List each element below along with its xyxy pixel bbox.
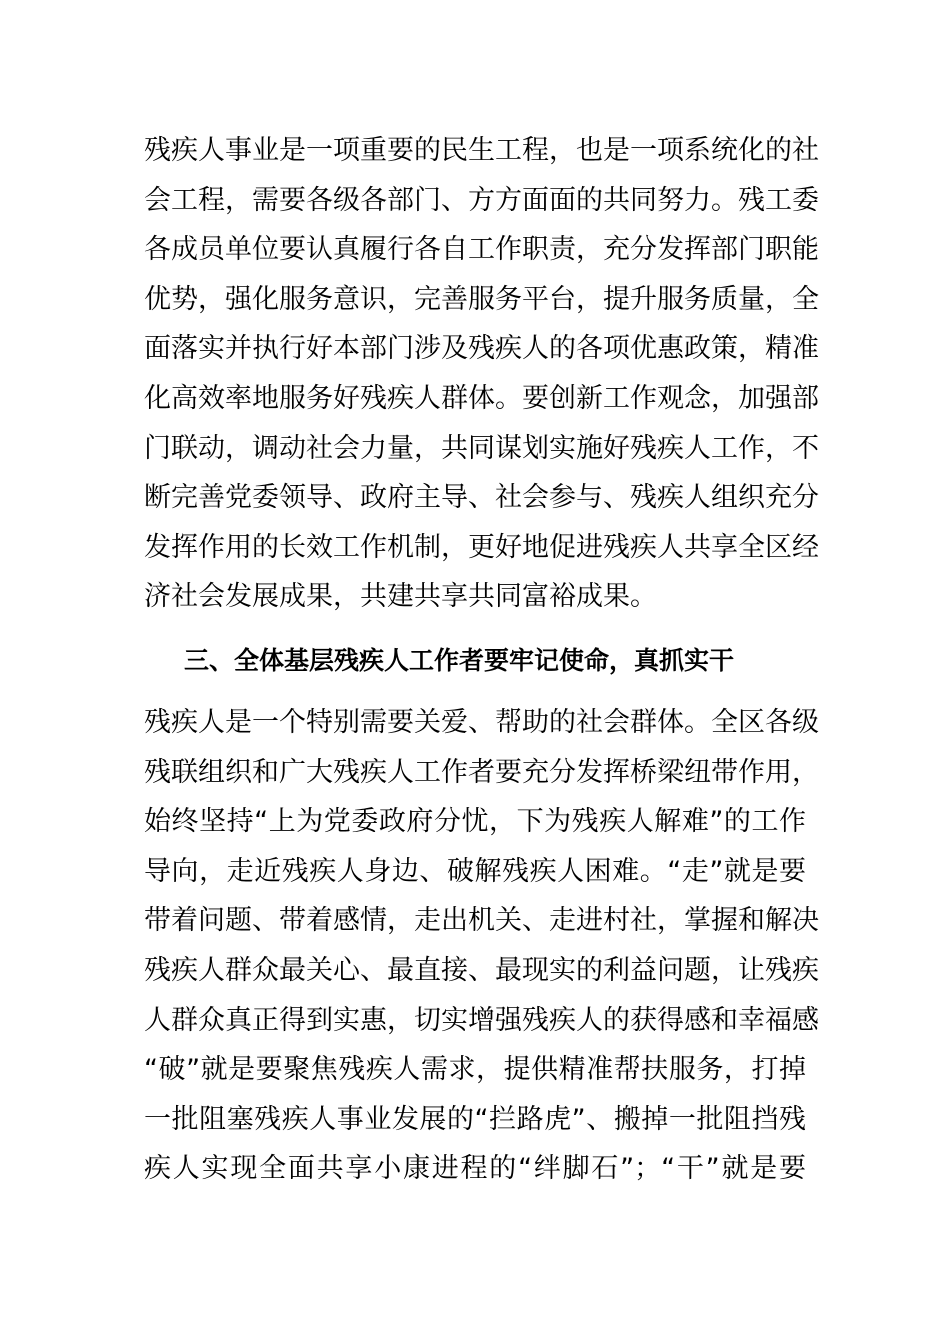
text-line: 残联组织和广大残疾人工作者要充分发挥桥梁纽带作用， [144,756,819,788]
text-line: 断完善党委领导、政府主导、社会参与、残疾人组织充分 [144,482,819,514]
text-line: 优势，强化服务意识，完善服务平台，提升服务质量，全 [144,283,819,315]
text-line: 残疾人是一个特别需要关爱、帮助的社会群体。全区各级 [144,707,819,738]
text-line: 始终坚持“上为党委政府分忧，下为残疾人解难”的工作 [144,806,806,838]
text-line: 面落实并执行好本部门涉及残疾人的各项优惠政策，精准 [144,333,819,365]
paragraph-mission [144,698,819,1194]
text-line: 带着问题、带着感情，走出机关、走进村社，掌握和解决 [144,905,819,937]
text-line: 残疾人群众最关心、最直接、最现实的利益问题，让残疾 [144,954,819,986]
text-line: “破”就是要聚焦残疾人需求，提供精准帮扶服务，打掉 [144,1054,806,1086]
text-line: 化高效率地服务好残疾人群体。要创新工作观念，加强部 [144,382,819,414]
text-line: 人群众真正得到实惠，切实增强残疾人的获得感和幸福感 [144,1004,819,1036]
text-line: 发挥作用的长效工作机制，更好地促进残疾人共享全区经 [144,531,819,563]
text-line: 导向，走近残疾人身边、破解残疾人困难。“走”就是要 [144,855,806,887]
text-line: 疾人实现全面共享小康进程的“绊脚石”；“干”就是要 [144,1153,806,1185]
text-line: 一批阻塞残疾人事业发展的“拦路虎”、搬掉一批阻挡残 [144,1103,806,1135]
text-line: 残疾人事业是一项重要的民生工程，也是一项系统化的社 [144,135,819,166]
text-line: 各成员单位要认真履行各自工作职责，充分发挥部门职能 [144,234,819,266]
paragraph-cooperation [144,126,819,622]
text-line: 门联动，调动社会力量，共同谋划实施好残疾人工作，不 [144,432,819,464]
text-line: 会工程，需要各级各部门、方方面面的共同努力。残工委 [144,184,819,216]
text-line: 济社会发展成果，共建共享共同富裕成果。 [144,581,657,613]
section-heading: 三、全体基层残疾人工作者要牢记使命，真抓实干 [184,646,735,675]
